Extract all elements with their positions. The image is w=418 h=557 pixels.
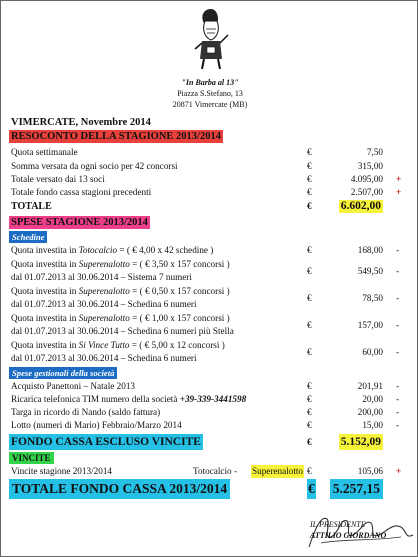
- management-row-targa: Targa in ricordo di Nando (saldo fattura) € 200,00 -: [11, 407, 400, 417]
- expenses-header: SPESE STAGIONE 2013/2014: [11, 217, 148, 228]
- report-row-weekly-quota: Quota settimanale € 7,50: [11, 147, 383, 157]
- management-row-lotto: Lotto (numeri di Mario) Febbraio/Marzo 2014 € 15,00 -: [11, 420, 400, 430]
- expense-superenalotto-6: Quota investita in Superenalotto = ( € 0,50 x 157 concorsi ) € 78,50 -: [11, 286, 400, 303]
- expense-totocalcio: Quota investita in Totocalcio = ( € 4,00 x 42 schedine ) € 168,00 -: [11, 245, 400, 255]
- expense-si-vince-tutto: Quota investita in Si Vince Tutto = ( € 5,00 x 12 concorsi ) € 60,00 -: [11, 340, 400, 357]
- date-line: VIMERCATE, Novembre 2014: [11, 117, 151, 128]
- report-row-total-members: Totale versato dai 13 soci € 4.095,00 +: [11, 174, 402, 184]
- schedine-header: Schedine: [11, 231, 409, 243]
- expense-superenalotto-stella-dates: dal 01.07.2013 al 30.06.2014 – Schedina 6 numeri più Stella: [11, 326, 234, 336]
- report-total-row: TOTALE € 6.602,00: [11, 200, 381, 212]
- fund-excluding-winnings: FONDO CASSA ESCLUSO VINCITE € 5.152,09: [11, 436, 381, 448]
- winnings-row: Vincite stagione 2013/2014 Totocalcio - Superenalotto € 105,06 +: [11, 466, 402, 476]
- grand-total-row: TOTALE FONDO CASSA 2013/2014 € 5.257,15: [11, 479, 409, 499]
- management-expenses-header: Spese gestionali della società: [11, 367, 409, 379]
- expense-si-vince-tutto-dates: dal 01.07.2013 al 30.06.2014 – Schedina 6 numeri: [11, 353, 197, 363]
- management-row-panettoni: Acquisto Panettoni – Natale 2013 € 201,91 -: [11, 381, 400, 391]
- mascot-logo: [192, 7, 230, 71]
- signature-name: ATTILIO GIORDANO: [310, 531, 387, 540]
- association-address: Piazza S.Stefano, 13: [177, 89, 243, 98]
- association-name: "In Barba al 13": [181, 78, 239, 87]
- expense-superenalotto-7-dates: dal 01.07.2013 al 30.06.2014 – Sistema 7 numeri: [11, 272, 192, 282]
- signature-role: IL PRESIDENTE: [310, 520, 366, 529]
- expense-superenalotto-7: Quota investita in Superenalotto = ( € 3,50 x 157 concorsi ) € 549,50 -: [11, 259, 400, 276]
- report-row-member-sum: Somma versata da ogni socio per 42 concorsi € 315,00: [11, 161, 383, 171]
- expense-superenalotto-stella: Quota investita in Superenalotto = ( € 1,00 x 157 concorsi ) € 157,00 -: [11, 313, 400, 330]
- signature-block: [310, 519, 386, 541]
- season-report-header: RESOCONTO DELLA STAGIONE 2013/2014: [11, 131, 221, 142]
- report-row-previous-fund: Totale fondo cassa stagioni precedenti € 2.507,00 +: [11, 187, 402, 197]
- association-city: 20871 Vimercate (MB): [172, 100, 248, 109]
- winnings-header: VINCITE: [11, 452, 409, 464]
- management-row-tim: Ricarica telefonica TIM numero della società +39-339-3441598 € 20,00 -: [11, 394, 400, 404]
- expense-superenalotto-6-dates: dal 01.07.2013 al 30.06.2014 – Schedina 6 numeri: [11, 299, 197, 309]
